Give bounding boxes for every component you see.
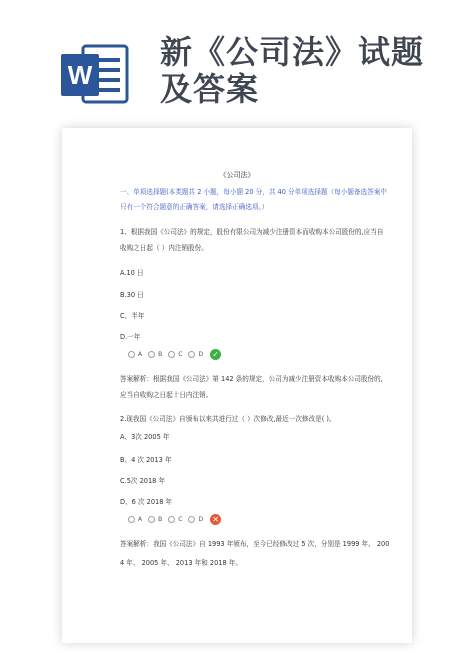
document-page [62,128,412,643]
choice-a[interactable] [128,351,142,358]
choice-b[interactable] [148,351,162,358]
radio-icon[interactable] [128,351,135,358]
radio-icon[interactable] [188,516,195,523]
choice-letter: B [158,515,163,523]
choice-letter: A [138,350,143,358]
choice-letter: D [198,515,204,523]
question-1-line-2: 收购之日起（ ）内注销股份。 [120,244,208,252]
page-title-line-2: 及答案 [160,70,260,108]
choice-b[interactable] [148,516,162,523]
choice-d[interactable] [188,516,203,523]
correct-check-icon: ✓ [210,349,221,360]
svg-text:W: W [67,60,93,90]
radio-icon[interactable] [168,351,175,358]
choice-d[interactable] [188,351,203,358]
question-1-option-b: B.30 日 [120,291,144,299]
choice-letter: B [158,350,163,358]
question-1-option-c: C、半年 [120,312,145,320]
question-1-option-a: A.10 日 [120,269,144,277]
wrong-cross-icon: ✕ [210,514,221,525]
radio-icon[interactable] [128,516,135,523]
word-document-icon [57,36,131,110]
question-2-answer-choices [128,513,221,525]
question-2-option-d: D、6 次 2018 年 [120,498,173,506]
choice-a[interactable] [128,516,142,523]
question-1-answer-choices [128,348,221,360]
choice-letter: D [198,350,204,358]
question-1-explanation-line-1: 答案解析：根据我国《公司法》第 142 条的规定，公司为减少注册资本收购本公司股份的, [120,375,383,383]
header-banner [0,0,474,125]
question-2-line-1: 2.现我国《公司法》自颁布以来共进行过（ ）次修改,最近一次修改是( )。 [120,415,336,423]
section-instruction-line-1: 一、单项选择题(本类题共 2 小题，每小题 20 分，共 40 分单项选择题（每小题备选答案中 [120,188,387,196]
question-1-line-1: 1、根据我国《公司法》的规定，股份有限公司为减少注册资本而收购本公司股份的,应当自 [120,228,384,236]
radio-icon[interactable] [168,516,175,523]
document-heading: 《公司法》 [219,171,255,179]
choice-letter: A [138,515,143,523]
radio-icon[interactable] [148,351,155,358]
choice-letter: C [178,515,183,523]
section-instruction-line-2: 只有一个符合题意的正确答案，请选择正确选项。） [120,203,269,211]
choice-letter: C [178,350,183,358]
question-2-explanation-line-2: 4 年、 2005 年、 2013 年和 2018 年。 [120,559,242,567]
choice-c[interactable] [168,516,182,523]
question-1-explanation-line-2: 应当自收购之日起十日内注销。 [120,391,213,399]
question-2-option-a: A、3次 2005 年 [120,433,170,441]
question-2-option-c: C.5次 2018 年 [120,477,166,485]
question-1-option-d: D.一年 [120,333,141,341]
choice-c[interactable] [168,351,182,358]
radio-icon[interactable] [188,351,195,358]
question-2-option-b: B、4 次 2013 年 [120,456,172,464]
page-title-line-1: 新《公司法》试题 [160,33,425,71]
radio-icon[interactable] [148,516,155,523]
question-2-explanation-line-1: 答案解析：我国《公司法》自 1993 年颁布，至今已经修改过 5 次，分别是 1999 年、 200 [120,540,390,548]
